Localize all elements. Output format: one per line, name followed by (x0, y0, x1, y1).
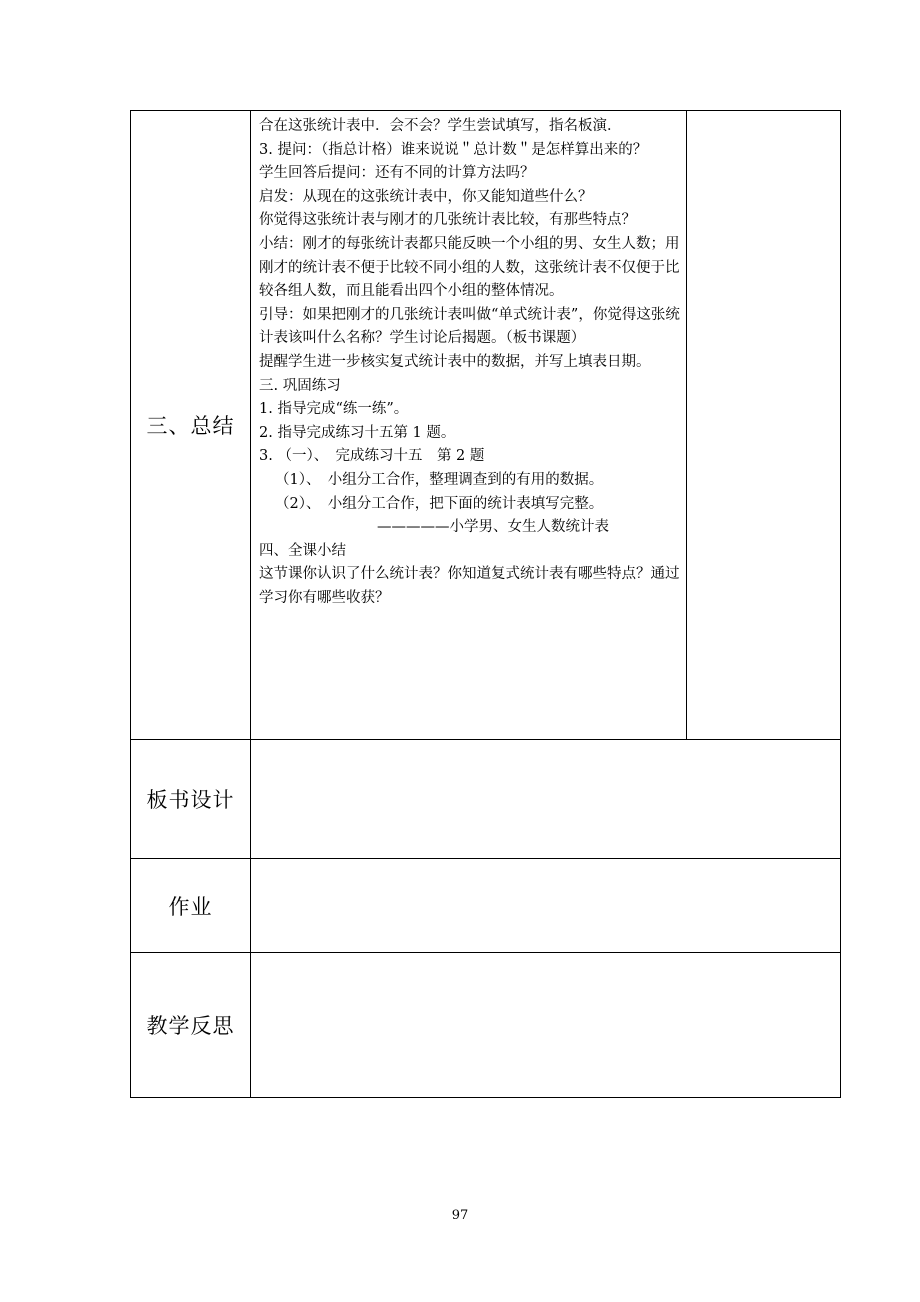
summary-line: 3. 提问：（指总计格）谁来说说＂总计数＂是怎样算出来的？ (259, 141, 648, 158)
summary-line: （1）、 小组分工合作，整理调查到的有用的数据。 (275, 471, 604, 488)
board-design-content (251, 740, 841, 859)
lesson-plan-table (130, 110, 841, 1098)
summary-line: 学生回答后提问：还有不同的计算方法吗？ (259, 165, 535, 182)
summary-line: 这节课你认识了什么统计表？你知道复式统计表有哪些特点？通过学习你有哪些收获？ (259, 566, 680, 606)
homework-content (251, 859, 841, 953)
reflection-label: 教学反思 (131, 953, 251, 1098)
reflection-content (251, 953, 841, 1098)
page-number: 97 (451, 1208, 469, 1223)
homework-row (131, 859, 841, 953)
summary-line: 四、全课小结 (259, 542, 346, 559)
summary-line: 三. 巩固练习 (259, 377, 341, 394)
summary-row (131, 111, 841, 740)
summary-content (251, 111, 687, 740)
reflection-row (131, 953, 841, 1098)
summary-line: 合在这张统计表中．会不会？学生尝试填写，指名板演． (259, 118, 622, 134)
board-design-label: 板书设计 (131, 740, 251, 859)
summary-line: 你觉得这张统计表与刚才的几张统计表比较，有那些特点？ (259, 212, 636, 229)
summary-line: 1. 指导完成“练一练”。 (259, 401, 409, 418)
summary-line: —————小学男、女生人数统计表 (377, 519, 609, 536)
homework-label: 作业 (131, 859, 251, 953)
notes-column (687, 111, 841, 740)
summary-line: 引导：如果把刚才的几张统计表叫做“单式统计表”，你觉得这张统计表该叫什么名称？学生讨论后揭题。（板书课题） (259, 306, 680, 347)
summary-label: 三、总结 (131, 111, 251, 740)
summary-line: 提醒学生进一步核实复式统计表中的数据，并写上填表日期。 (259, 353, 651, 370)
summary-line: （2）、 小组分工合作，把下面的统计表填写完整。 (275, 495, 604, 512)
summary-line: 3. （一）、 完成练习十五 第 2 题 (259, 448, 485, 465)
board-design-row (131, 740, 841, 859)
summary-line: 2. 指导完成练习十五第 1 题。 (259, 424, 456, 441)
summary-line: 小结：刚才的每张统计表都只能反映一个小组的男、女生人数；用刚才的统计表不便于比较不同小组的人数，这张统计表不仅便于比较各组人数，而且能看出四个小组的整体情况。 (259, 235, 680, 300)
summary-line: 启发：从现在的这张统计表中，你又能知道些什么？ (259, 188, 593, 205)
